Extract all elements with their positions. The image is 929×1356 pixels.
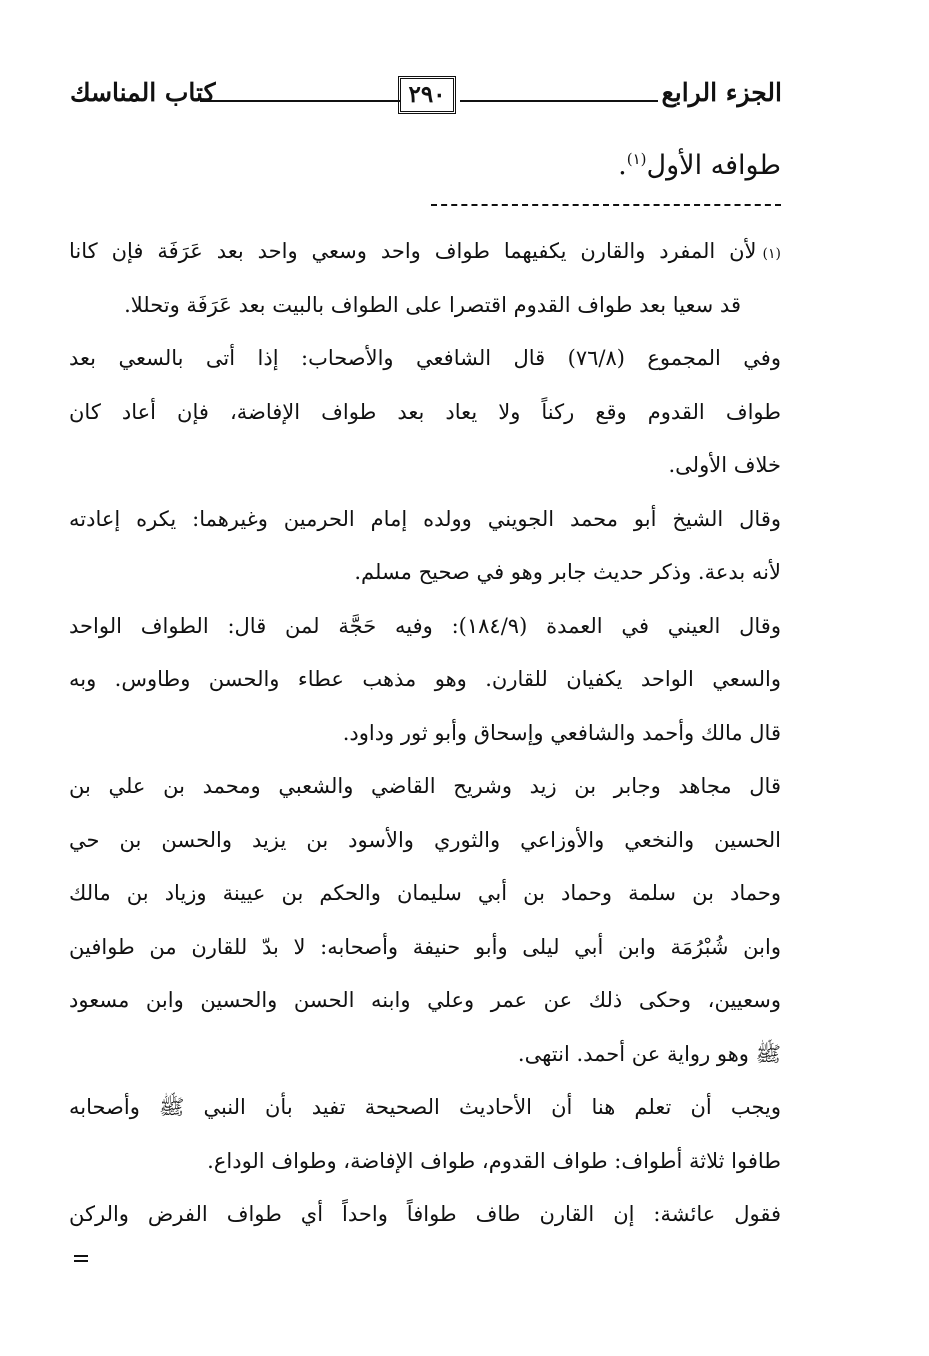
footnote-line (69, 279, 781, 333)
footnote-line (69, 439, 781, 493)
book-title: كتاب المناسك (70, 78, 216, 107)
main-text-line (618, 150, 781, 181)
footnote-line (69, 867, 781, 921)
footnote-line (69, 653, 781, 707)
footnote-line (69, 760, 781, 814)
footnote-text: وقال الشيخ أبو محمد الجويني وولده إمام الحرمين وغيرهما: يكره إعادته (69, 506, 781, 531)
footnote-line (69, 1188, 781, 1242)
page-number: ٢٩٠ (398, 76, 456, 114)
footnote-text: ويجب أن تعلم هنا أن الأحاديث الصحيحة تفيد بأن النبي ﷺ وأصحابه (69, 1095, 781, 1119)
header-rule-right (460, 100, 658, 102)
footnote-block (69, 225, 781, 1242)
footnote-text: وفي المجموع (٧٦/٨) قال الشافعي والأصحاب: إذا أتى بالسعي بعد (69, 346, 781, 370)
footnote-text: طواف القدوم وقع ركناً ولا يعاد بعد طواف الإفاضة، فإن أعاد كان (69, 399, 781, 424)
footnote-text: لأنه بدعة. وذكر حديث جابر وهو في صحيح مسلم. (354, 560, 781, 584)
volume-label: الجزء الرابع (661, 78, 782, 107)
footnote-line (69, 546, 781, 600)
footnote-text: قد سعيا بعد طواف القدوم اقتصرا على الطواف بالبيت بعد عَرَفَة وتحللا. (124, 292, 741, 317)
footnote-text: وحماد بن سلمة وحماد بن أبي سليمان والحكم بن عيينة وزياد بن مالك (69, 881, 781, 905)
footnote-separator (431, 204, 781, 206)
footnote-text: طافوا ثلاثة أطواف: طواف القدوم، طواف الإفاضة، وطواف الوداع. (207, 1148, 781, 1173)
footnote-reference: (١) (626, 150, 647, 168)
footnote-text: قال مجاهد وجابر بن زيد وشريح القاضي والشعبي ومحمد بن علي بن (69, 774, 781, 798)
footnote-line (69, 493, 781, 547)
footnote-text: وسعيين، وحكى ذلك عن عمر وعلي وابنه الحسن والحسين وابن مسعود (69, 988, 781, 1012)
footnote-line (69, 600, 781, 654)
footnote-line (69, 1135, 781, 1189)
footnote-text: وقال العيني في العمدة (١٨٤/٩): وفيه حَجَّة لمن قال: الطواف الواحد (69, 613, 781, 638)
footnote-text: فقول عائشة: إن القارن طاف طوافاً واحداً أي طواف الفرض والركن (69, 1202, 781, 1226)
footnote-line (69, 386, 781, 440)
footnote-marker: (١) (762, 246, 781, 262)
footnote-line (69, 707, 781, 761)
footnote-text: قال مالك وأحمد والشافعي وإسحاق وأبو ثور وداود. (342, 720, 781, 745)
footnote-line (69, 225, 781, 279)
footnote-text: لأن المفرد والقارن يكفيهما طواف واحد وسعي واحد بعد عَرَفَة فإن كانا (69, 239, 757, 263)
footnote-text: والسعي الواحد يكفيان للقارن. وهو مذهب عطاء والحسن وطاوس. وبه (69, 667, 781, 691)
page-end-mark (74, 1255, 88, 1265)
footnote-line (69, 1028, 781, 1082)
footnote-text: ﷺ وهو رواية عن أحمد. انتهى. (517, 1041, 781, 1066)
footnote-text: خلاف الأولى. (668, 453, 781, 477)
page-header (70, 72, 782, 122)
footnote-text: الحسين والنخعي والأوزاعي والثوري والأسود بن يزيد والحسن بن حي (69, 827, 781, 852)
footnote-line (69, 332, 781, 386)
footnote-line (69, 921, 781, 975)
header-rule-left (200, 100, 400, 102)
footnote-line (69, 974, 781, 1028)
footnote-line (69, 1081, 781, 1135)
footnote-line (69, 814, 781, 868)
main-text-period: . (618, 150, 627, 181)
footnote-text: وابن شُبْرُمَة وابن أبي ليلى وأبو حنيفة وأصحابه: لا بدّ للقارن من طوافين (69, 934, 781, 959)
main-text: طوافه الأول (646, 150, 781, 181)
